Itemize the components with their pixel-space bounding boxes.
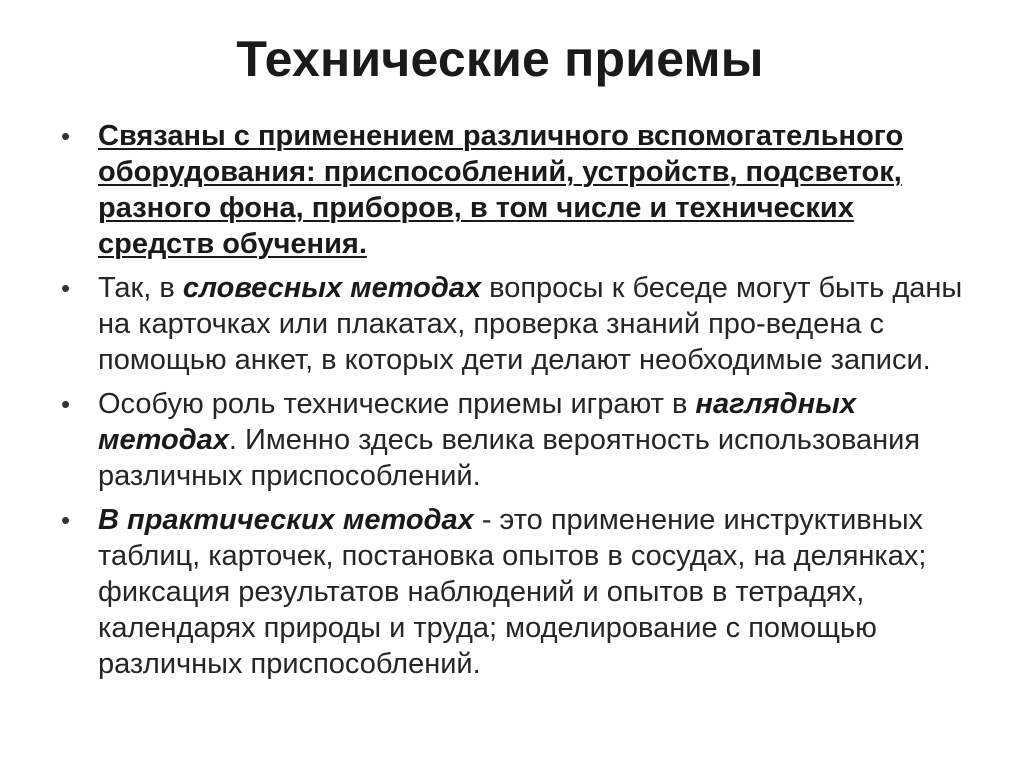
- bullet-text: Связаны с применением различного вспомогательного оборудования: приспособлений, устройств, подсветок, разного фона, приборов, в том числе и технических средств обучения.: [98, 120, 904, 260]
- bullet-emphasis: наглядных методах: [98, 388, 856, 456]
- bullet-text-after: вопросы к беседе могут быть даны на карточках или плакатах, проверка знаний про-ведена с помощью анкет, в которых дети делают необходимые записи.: [98, 272, 963, 376]
- bullet-marker: •: [61, 273, 71, 303]
- bullet-text-after: . Именно здесь велика вероятность использования различных приспособлений.: [98, 424, 921, 492]
- bullet-marker: •: [61, 505, 71, 535]
- bullet-marker: •: [61, 121, 71, 151]
- bullet-item-visual-methods: [55, 386, 975, 494]
- bullet-text-before: Так, в: [98, 272, 183, 304]
- bullet-item-verbal-methods: [55, 270, 975, 378]
- bullet-emphasis: словесных методах: [182, 272, 482, 304]
- bullet-item-practical-methods: [55, 502, 975, 682]
- bullet-item-equipment: [55, 118, 975, 262]
- bullet-text-after: - это применение инструктивных таблиц, карточек, постановка опытов в сосудах, на делянках; фиксация результатов наблюдений и опытов в тетрадях, календарях природы и труда; моделирование с помощью различных приспособлений.: [98, 504, 927, 680]
- bullet-marker: •: [61, 389, 71, 419]
- bullet-emphasis: В практических методах: [98, 504, 474, 536]
- slide-title: Технические приемы: [236, 31, 764, 87]
- bullet-list: [55, 118, 975, 690]
- bullet-text-before: Особую роль технические приемы играют в: [98, 388, 696, 420]
